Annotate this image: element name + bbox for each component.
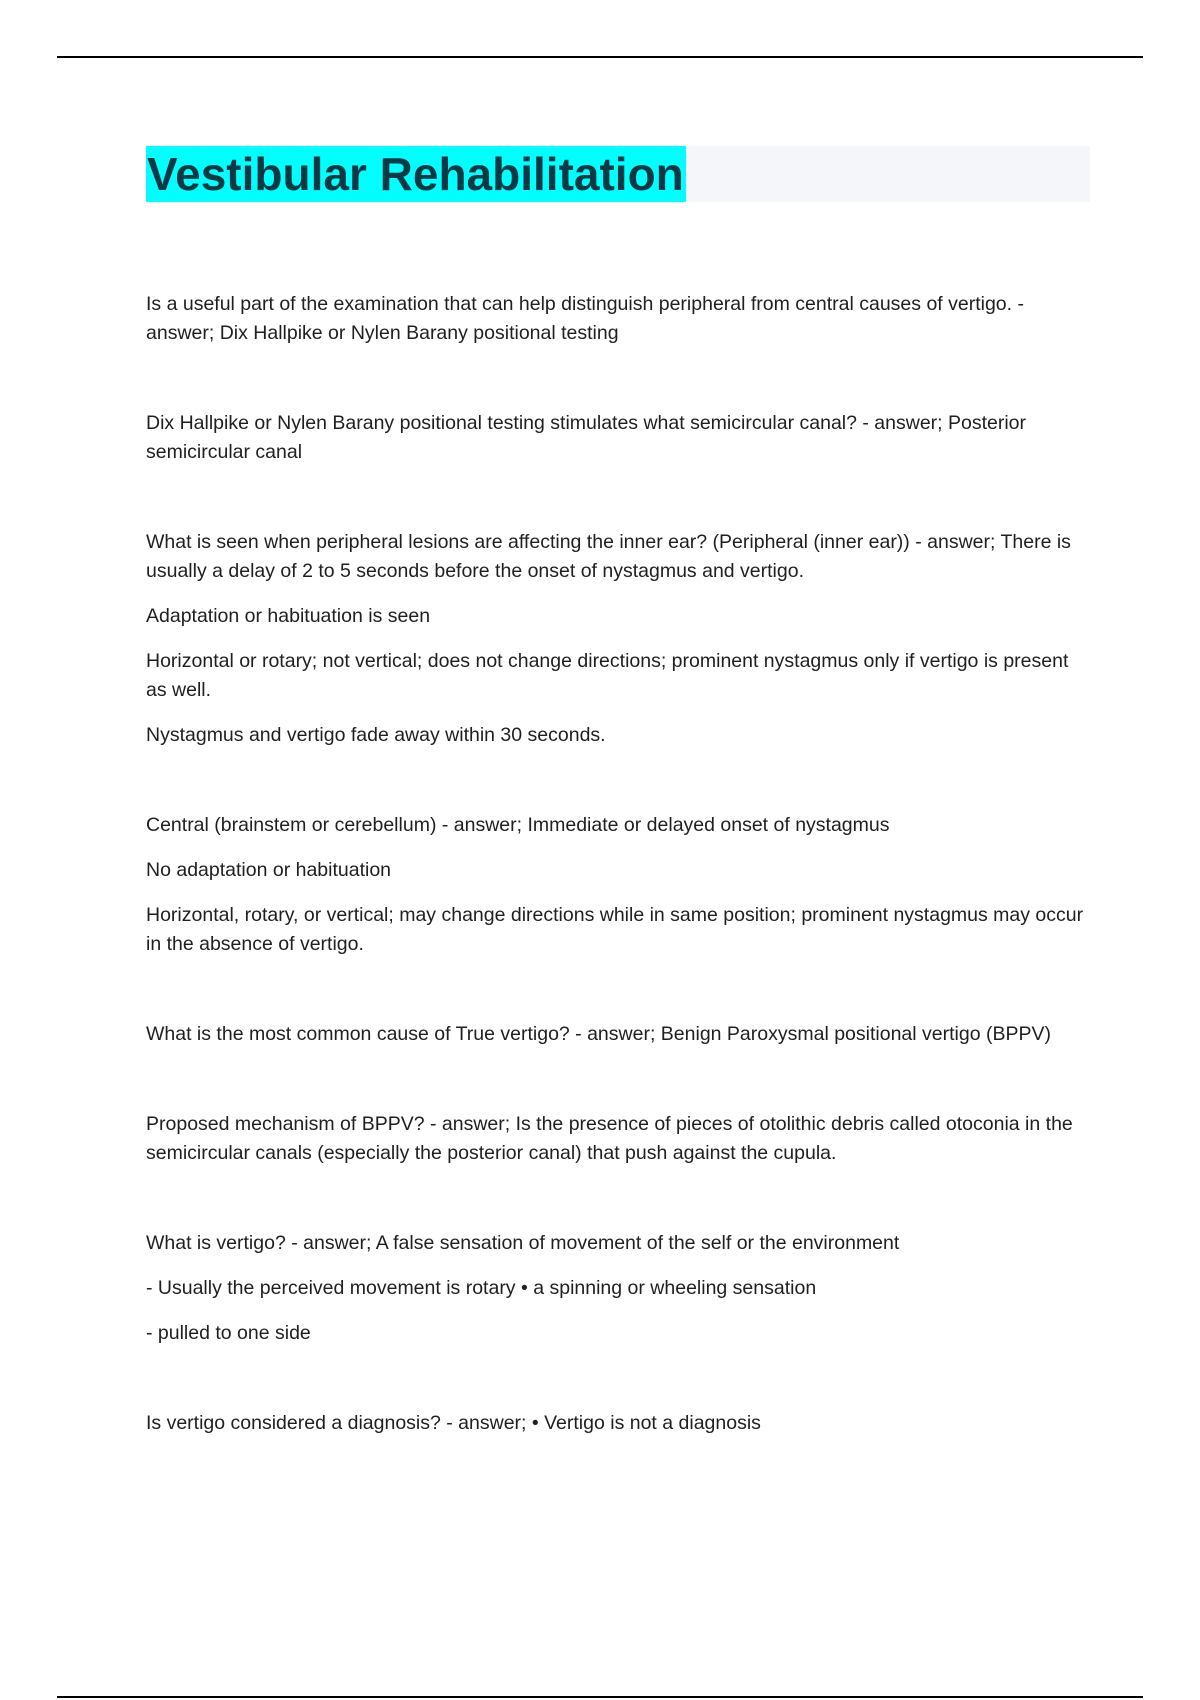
- entry-paragraph: Is a useful part of the examination that can help distinguish peripheral from central causes of vertigo. - answer; Dix Hallpike or Nylen Barany positional testing: [146, 293, 1024, 344]
- qa-entry-5: [146, 1020, 1090, 1049]
- qa-entry-4: [146, 811, 1090, 959]
- entry-paragraph: Proposed mechanism of BPPV? - answer; Is the presence of pieces of otolithic debris called otoconia in the semicircular canals (especially the posterior canal) that push against the cupula.: [146, 1113, 1073, 1164]
- top-rule: [57, 56, 1143, 58]
- entry-paragraph: What is seen when peripheral lesions are affecting the inner ear? (Peripheral (inner ear)) - answer; There is usually a delay of 2 to 5 seconds before the onset of nystagmus and vertigo.: [146, 531, 1071, 582]
- bottom-rule: [57, 1696, 1143, 1698]
- entry-paragraph: Is vertigo considered a diagnosis? - answer; • Vertigo is not a diagnosis: [146, 1412, 761, 1434]
- document-body: [146, 290, 1090, 1499]
- entry-paragraph: - pulled to one side: [146, 1322, 311, 1344]
- entry-paragraph: Central (brainstem or cerebellum) - answer; Immediate or delayed onset of nystagmus: [146, 814, 890, 836]
- qa-entry-3: [146, 528, 1090, 750]
- entry-paragraph: Adaptation or habituation is seen: [146, 605, 431, 627]
- document-title: Vestibular Rehabilitation: [147, 148, 684, 200]
- entry-paragraph: Horizontal, rotary, or vertical; may change directions while in same position; prominent nystagmus may occur in the absence of vertigo.: [146, 904, 1084, 955]
- entry-paragraph: What is the most common cause of True vertigo? - answer; Benign Paroxysmal positional vertigo (BPPV): [146, 1023, 1051, 1045]
- entry-paragraph: Dix Hallpike or Nylen Barany positional testing stimulates what semicircular canal? - answer; Posterior semicircular canal: [146, 412, 1027, 463]
- qa-entry-2: [146, 409, 1090, 467]
- qa-entry-7: [146, 1229, 1090, 1348]
- qa-entry-6: [146, 1110, 1090, 1168]
- entry-paragraph: Nystagmus and vertigo fade away within 30 seconds.: [146, 724, 606, 746]
- entry-paragraph: - Usually the perceived movement is rotary • a spinning or wheeling sensation: [146, 1277, 817, 1299]
- entry-paragraph: Horizontal or rotary; not vertical; does not change directions; prominent nystagmus only if vertigo is present as well.: [146, 650, 1069, 701]
- qa-entry-1: [146, 290, 1090, 348]
- entry-paragraph: What is vertigo? - answer; A false sensation of movement of the self or the environment: [146, 1232, 900, 1254]
- qa-entry-8: [146, 1409, 1090, 1438]
- entry-paragraph: No adaptation or habituation: [146, 859, 392, 881]
